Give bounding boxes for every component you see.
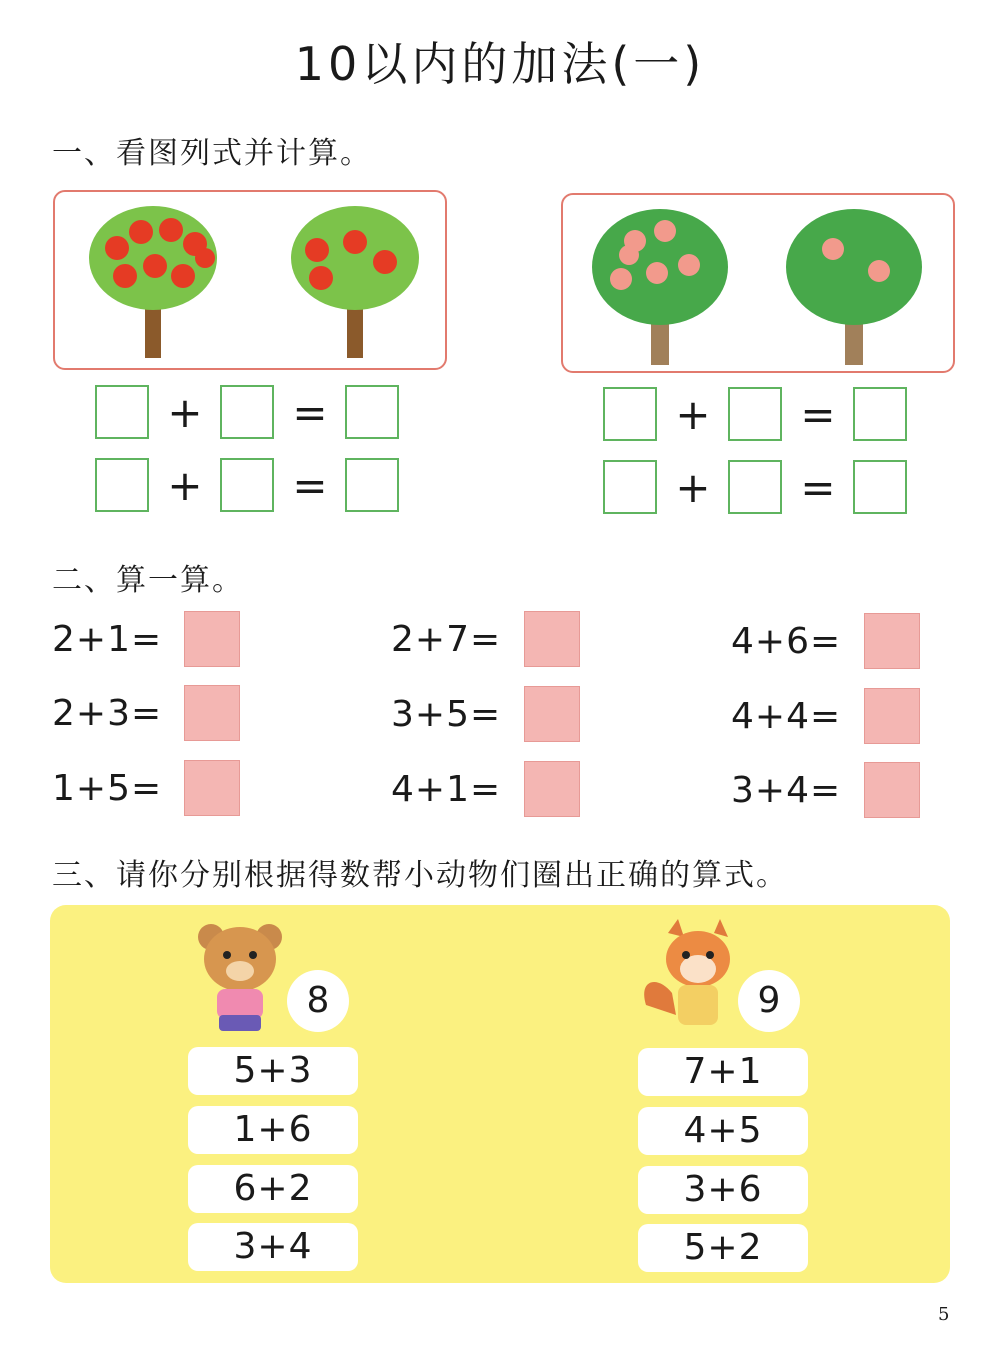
calc-expression: 2+3= [52,693,163,734]
answer-box[interactable] [524,686,580,742]
plus-sign: + [675,390,711,439]
equals-sign: = [292,461,328,510]
equals-sign: = [800,390,836,439]
option-equation[interactable]: 3+6 [638,1166,808,1214]
answer-box[interactable] [184,611,240,667]
answer-box[interactable] [728,387,782,441]
animal-quiz-panel [50,905,950,1283]
option-equation[interactable]: 6+2 [188,1165,358,1213]
calc-expression: 2+1= [52,619,163,660]
answer-box[interactable] [220,458,274,512]
apple-tree-icon [55,192,445,368]
answer-box[interactable] [524,611,580,667]
equation-row [603,460,913,516]
calc-problem [52,611,252,669]
answer-box[interactable] [864,688,920,744]
calc-problem [391,761,591,819]
option-equation[interactable]: 3+4 [188,1223,358,1271]
calc-problem [391,686,591,744]
calc-problem [52,685,252,743]
answer-box[interactable] [95,458,149,512]
option-equation[interactable]: 7+1 [638,1048,808,1096]
target-number: 9 [738,970,800,1032]
answer-box[interactable] [524,761,580,817]
plus-sign: + [167,388,203,437]
calc-expression: 3+5= [391,694,502,735]
calc-problem [52,760,252,818]
answer-box[interactable] [603,387,657,441]
target-number: 8 [287,970,349,1032]
calc-expression: 4+1= [391,769,502,810]
plus-sign: + [675,463,711,512]
answer-box[interactable] [95,385,149,439]
calc-problem [731,613,931,671]
calc-problem [731,762,931,820]
section-3-heading: 三、请你分别根据得数帮小动物们圈出正确的算式。 [52,858,788,893]
plus-sign: + [167,461,203,510]
answer-box[interactable] [345,458,399,512]
calc-expression: 2+7= [391,619,502,660]
option-equation[interactable]: 5+2 [638,1224,808,1272]
answer-box[interactable] [864,613,920,669]
answer-box[interactable] [728,460,782,514]
section-2-heading: 二、算一算。 [52,563,244,598]
section-1-heading: 一、看图列式并计算。 [52,136,372,171]
equation-row [603,387,913,443]
calc-expression: 4+4= [731,696,842,737]
equation-row [95,458,405,514]
answer-box[interactable] [184,760,240,816]
apple-trees-picture [53,190,447,370]
squirrel-icon [638,919,742,1035]
bear-icon [195,917,285,1035]
answer-box[interactable] [184,685,240,741]
peach-trees-picture [561,193,955,373]
option-equation[interactable]: 1+6 [188,1106,358,1154]
answer-box[interactable] [603,460,657,514]
answer-box[interactable] [864,762,920,818]
calc-problem [731,688,931,746]
answer-box[interactable] [853,387,907,441]
peach-tree-icon [563,195,953,371]
equation-row [95,385,405,441]
answer-box[interactable] [853,460,907,514]
calc-problem [391,611,591,669]
page-number: 5 [938,1304,950,1325]
answer-box[interactable] [345,385,399,439]
answer-box[interactable] [220,385,274,439]
calc-expression: 4+6= [731,621,842,662]
calc-expression: 3+4= [731,770,842,811]
equals-sign: = [292,388,328,437]
equals-sign: = [800,463,836,512]
page-title: 10以内的加法(一) [294,37,706,91]
calc-expression: 1+5= [52,768,163,809]
option-equation[interactable]: 5+3 [188,1047,358,1095]
option-equation[interactable]: 4+5 [638,1107,808,1155]
